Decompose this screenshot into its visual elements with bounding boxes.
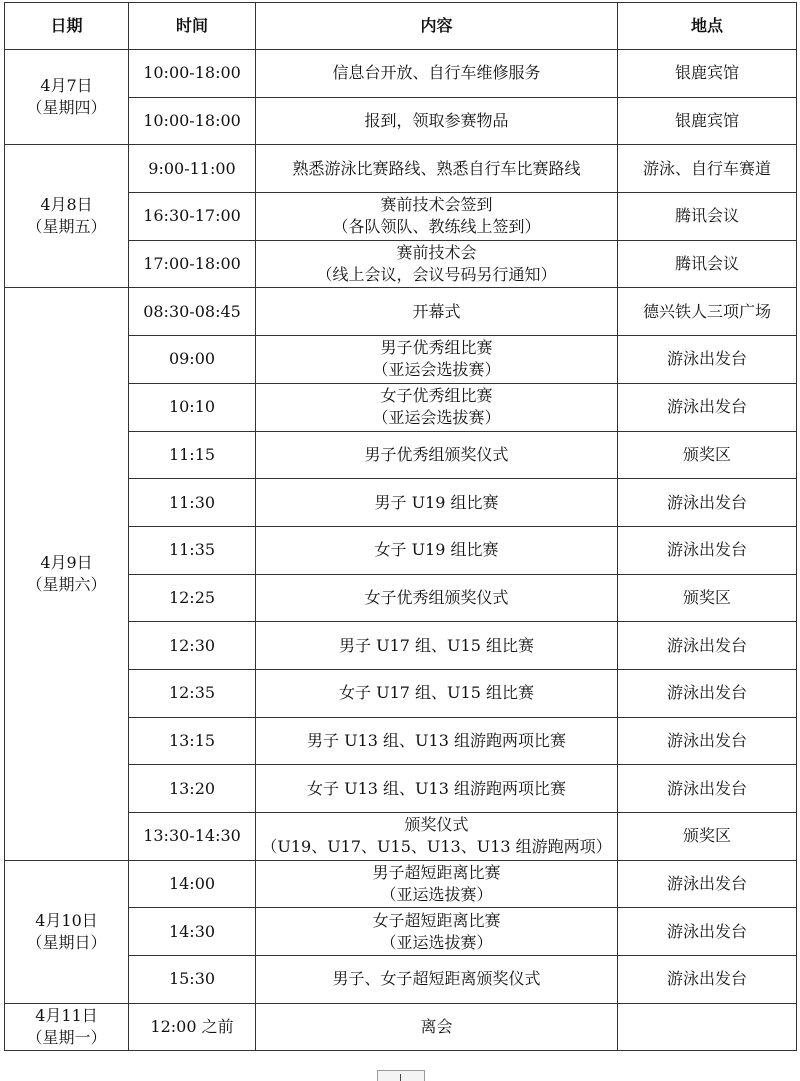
header-venue: 地点 [618, 3, 797, 50]
time-cell: 16:30-17:00 [129, 193, 256, 241]
header-date: 日期 [5, 3, 129, 50]
venue-cell: 颁奖区 [618, 813, 797, 861]
weekday-label: （星期五） [26, 217, 107, 237]
weekday-label: （星期六） [26, 575, 107, 595]
content-line: （线上会议，会议号码另行通知） [316, 265, 557, 285]
content-line: 颁奖仪式 [404, 815, 469, 835]
content-cell [256, 956, 618, 1004]
content-line: 赛前技术会 [396, 243, 477, 263]
content-line: 男子 U17 组、U15 组比赛 [339, 635, 534, 655]
content-line: （亚运会选拔赛） [372, 360, 501, 380]
content-line: 女子 U19 组比赛 [374, 540, 499, 560]
content-line: 女子优秀组颁奖仪式 [364, 587, 509, 607]
time-cell: 12:30 [129, 622, 256, 670]
time-cell: 14:00 [129, 860, 256, 908]
content-line: 熟悉游泳比赛路线、熟悉自行车比赛路线 [292, 158, 581, 178]
date-cell [5, 860, 129, 1003]
table-row [5, 50, 797, 98]
content-cell [256, 431, 618, 479]
content-line: 男子优秀组颁奖仪式 [364, 444, 509, 464]
content-line: 男子 U13 组、U13 组游跑两项比赛 [307, 730, 566, 750]
content-cell [256, 97, 618, 145]
content-line: 男子 U19 组比赛 [374, 492, 499, 512]
content-line: 离会 [420, 1017, 453, 1037]
content-cell [256, 908, 618, 956]
date-label: 4月11日 [35, 1006, 98, 1026]
time-cell: 9:00-11:00 [129, 145, 256, 193]
content-line: 开幕式 [412, 301, 461, 321]
content-line: 女子 U13 组、U13 组游跑两项比赛 [307, 778, 566, 798]
venue-cell [618, 1003, 797, 1051]
time-cell: 14:30 [129, 908, 256, 956]
table-row [5, 1003, 797, 1051]
time-cell: 10:10 [129, 383, 256, 431]
time-cell: 11:15 [129, 431, 256, 479]
content-cell [256, 1003, 618, 1051]
content-cell [256, 765, 618, 813]
schedule-body [5, 50, 797, 1051]
content-line: 男子优秀组比赛 [380, 338, 493, 358]
time-cell: 13:20 [129, 765, 256, 813]
content-line: （亚运会选拔赛） [372, 408, 501, 428]
venue-cell: 颁奖区 [618, 431, 797, 479]
venue-cell: 银鹿宾馆 [618, 97, 797, 145]
time-cell: 17:00-18:00 [129, 240, 256, 288]
header-time: 时间 [129, 3, 256, 50]
venue-cell: 游泳出发台 [618, 622, 797, 670]
content-cell [256, 813, 618, 861]
time-cell: 08:30-08:45 [129, 288, 256, 336]
content-cell [256, 526, 618, 574]
date-label: 4月7日 [40, 76, 93, 96]
content-cell [256, 336, 618, 384]
venue-cell: 游泳出发台 [618, 860, 797, 908]
time-cell: 10:00-18:00 [129, 97, 256, 145]
page-tab [377, 1070, 425, 1081]
content-line: 女子超短距离比赛 [372, 910, 501, 930]
venue-cell: 游泳出发台 [618, 336, 797, 384]
time-cell: 11:35 [129, 526, 256, 574]
time-cell: 15:30 [129, 956, 256, 1004]
content-cell [256, 240, 618, 288]
weekday-label: （星期一） [26, 1028, 107, 1048]
weekday-label: （星期四） [26, 98, 107, 118]
date-cell [5, 50, 129, 145]
date-cell [5, 288, 129, 860]
content-line: （亚运选拔赛） [380, 885, 493, 905]
venue-cell: 颁奖区 [618, 574, 797, 622]
venue-cell: 游泳出发台 [618, 479, 797, 527]
venue-cell: 银鹿宾馆 [618, 50, 797, 98]
date-cell [5, 1003, 129, 1051]
time-cell: 12:00 之前 [129, 1003, 256, 1051]
content-line: （亚运选拔赛） [380, 932, 493, 952]
content-line: 报到，领取参赛物品 [364, 111, 509, 131]
time-cell: 12:35 [129, 669, 256, 717]
content-line: （U19、U17、U15、U13、U13 组游跑两项） [261, 837, 612, 857]
content-cell [256, 193, 618, 241]
time-cell: 12:25 [129, 574, 256, 622]
weekday-label: （星期日） [26, 932, 107, 952]
content-line: 男子超短距离比赛 [372, 863, 501, 883]
header-content: 内容 [256, 3, 618, 50]
venue-cell: 腾讯会议 [618, 193, 797, 241]
content-line: 女子优秀组比赛 [380, 386, 493, 406]
content-cell [256, 717, 618, 765]
venue-cell: 游泳出发台 [618, 956, 797, 1004]
table-row [5, 145, 797, 193]
date-label: 4月8日 [40, 195, 93, 215]
content-cell [256, 383, 618, 431]
table-row [5, 288, 797, 336]
content-cell [256, 479, 618, 527]
venue-cell: 游泳出发台 [618, 908, 797, 956]
venue-cell: 游泳出发台 [618, 765, 797, 813]
content-line: 信息台开放、自行车维修服务 [332, 63, 541, 83]
time-cell: 11:30 [129, 479, 256, 527]
content-cell [256, 574, 618, 622]
content-line: 男子、女子超短距离颁奖仪式 [332, 969, 541, 989]
content-line: 女子 U17 组、U15 组比赛 [339, 683, 534, 703]
schedule-table [4, 2, 797, 1051]
date-label: 4月9日 [40, 553, 93, 573]
header-row [5, 3, 797, 50]
content-cell [256, 288, 618, 336]
time-cell: 09:00 [129, 336, 256, 384]
table-row [5, 860, 797, 908]
venue-cell: 德兴铁人三项广场 [618, 288, 797, 336]
venue-cell: 游泳、自行车赛道 [618, 145, 797, 193]
venue-cell: 游泳出发台 [618, 717, 797, 765]
venue-cell: 游泳出发台 [618, 383, 797, 431]
content-line: （各队领队、教练线上签到） [332, 217, 541, 237]
venue-cell: 游泳出发台 [618, 669, 797, 717]
time-cell: 10:00-18:00 [129, 50, 256, 98]
venue-cell: 腾讯会议 [618, 240, 797, 288]
content-cell [256, 145, 618, 193]
venue-cell: 游泳出发台 [618, 526, 797, 574]
time-cell: 13:15 [129, 717, 256, 765]
date-cell [5, 145, 129, 288]
content-cell [256, 669, 618, 717]
time-cell: 13:30-14:30 [129, 813, 256, 861]
content-cell [256, 50, 618, 98]
content-cell [256, 860, 618, 908]
content-cell [256, 622, 618, 670]
date-label: 4月10日 [35, 910, 98, 930]
content-line: 赛前技术会签到 [380, 195, 493, 215]
